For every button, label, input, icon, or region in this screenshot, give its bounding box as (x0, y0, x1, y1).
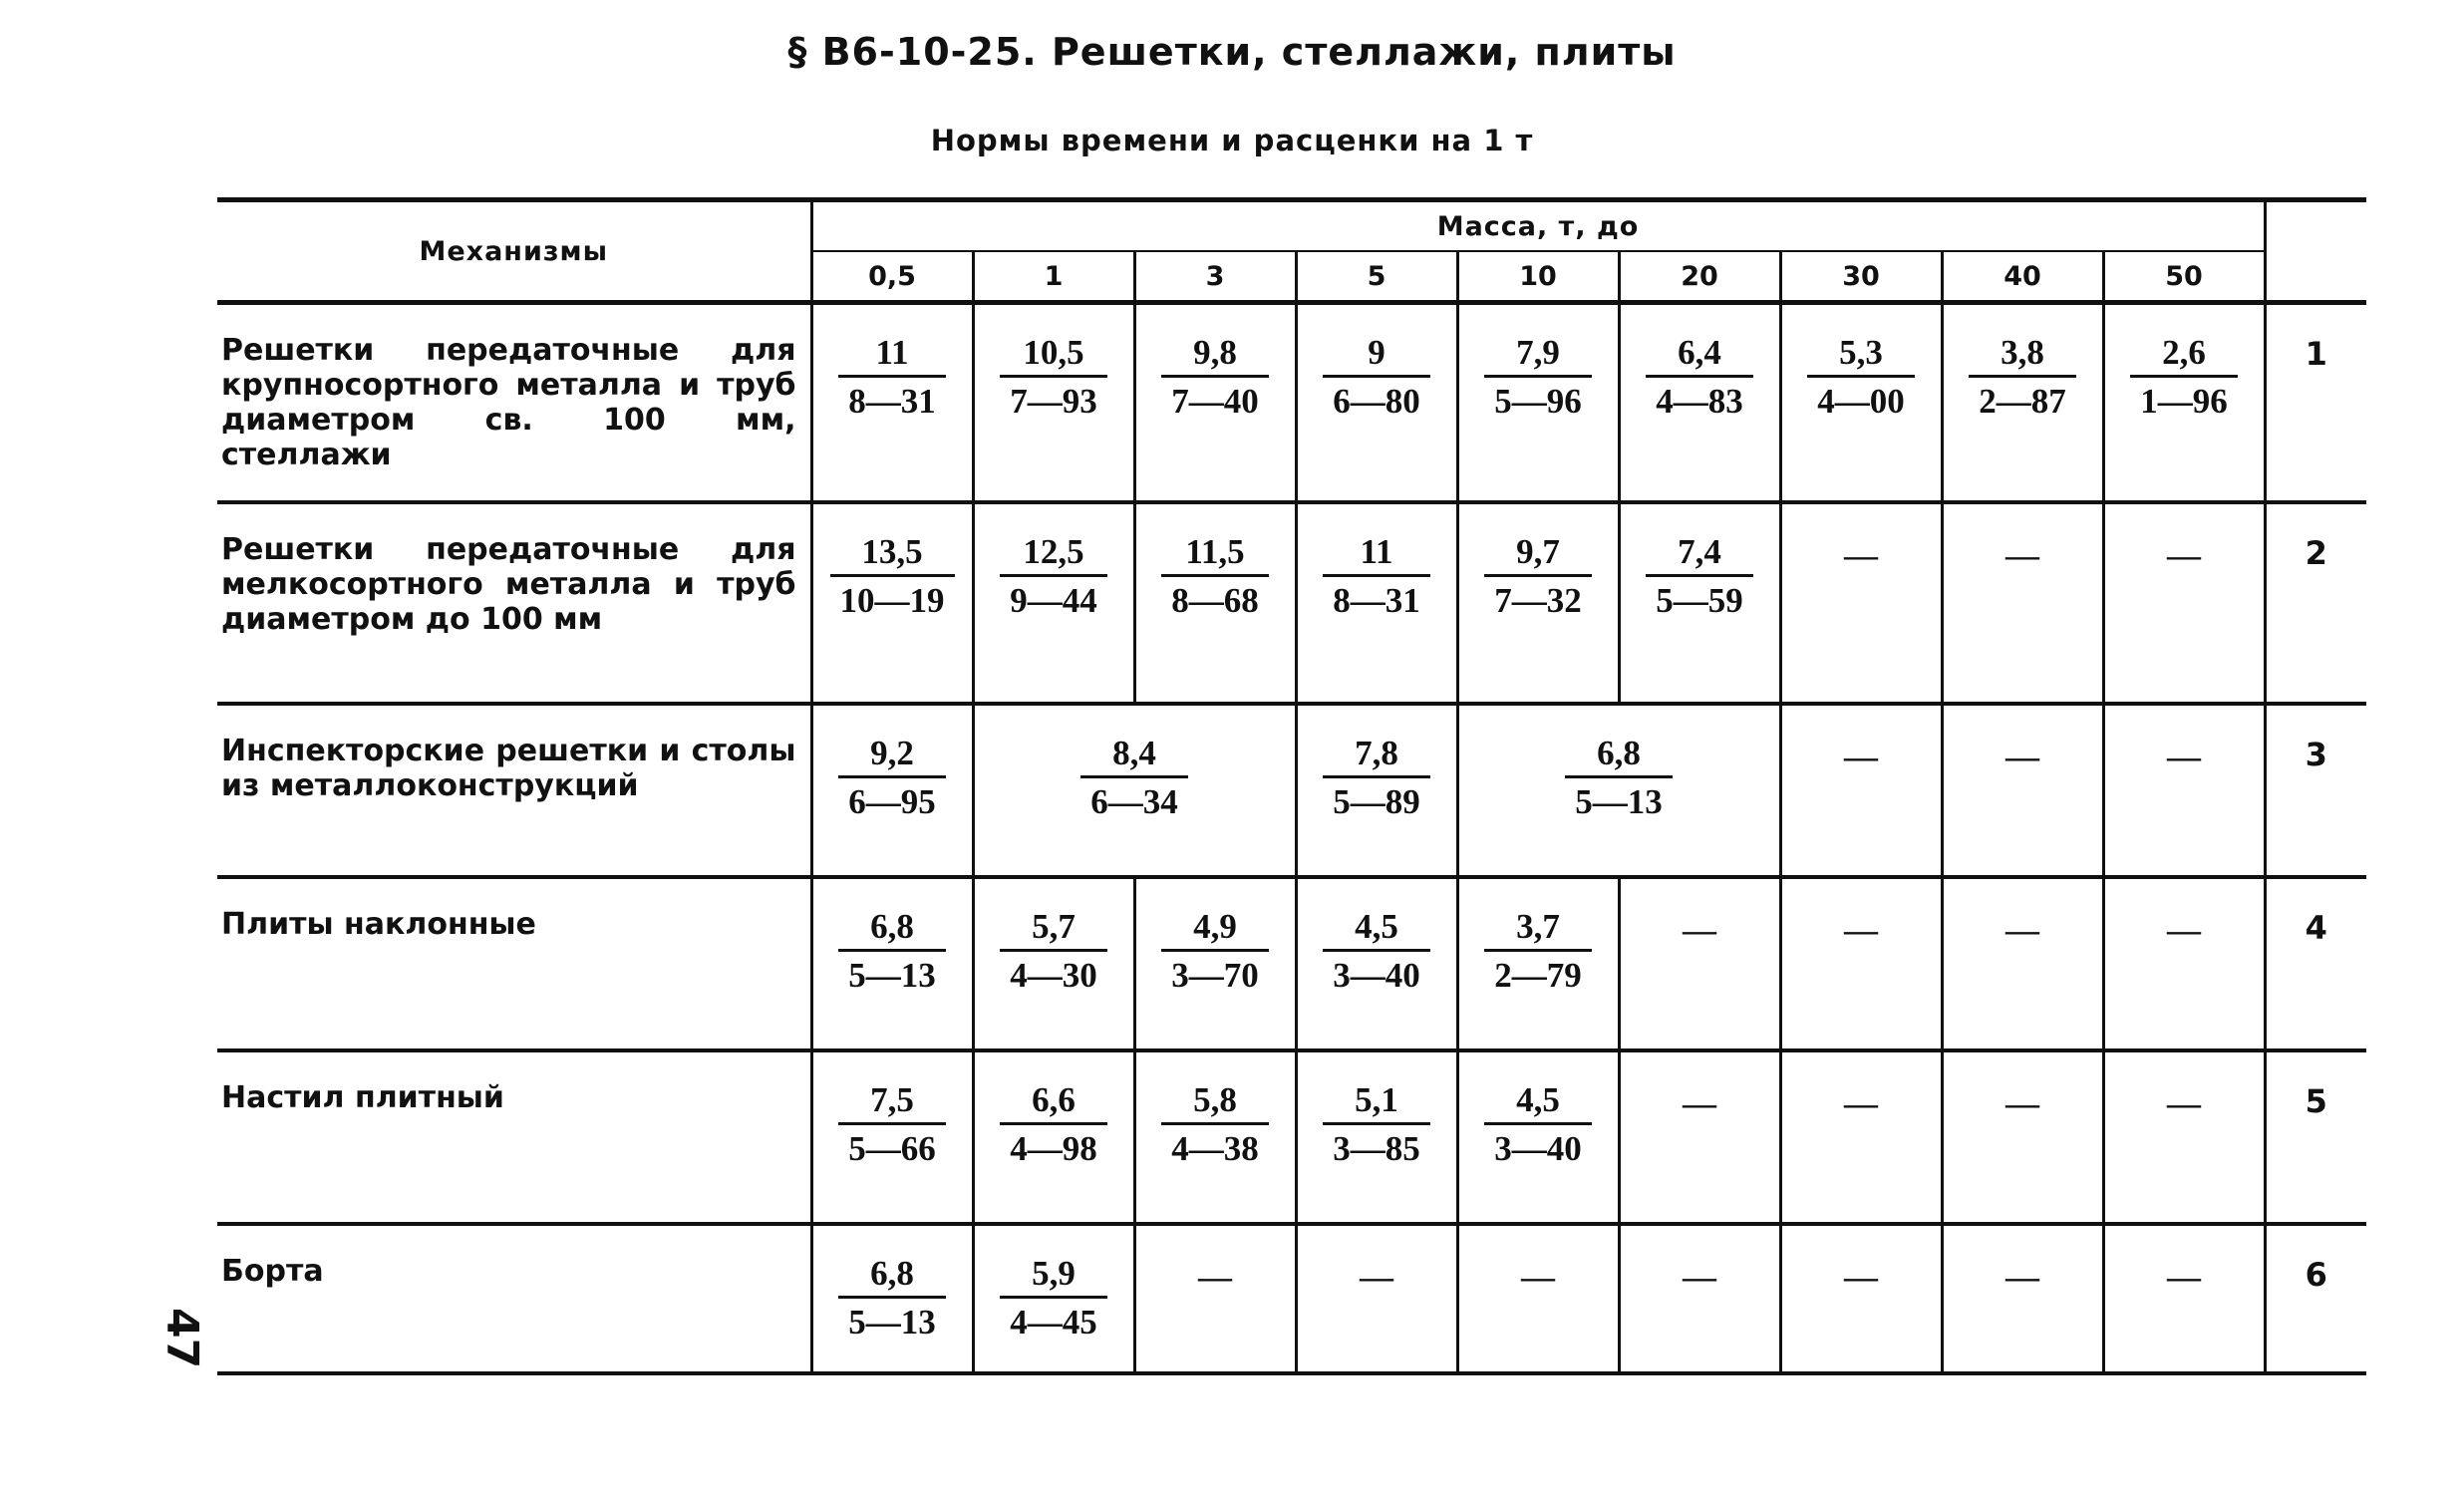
norm-rate (1484, 1080, 1592, 1169)
norm-rate (1000, 1254, 1107, 1343)
price-rate: 4—45 (1010, 1303, 1097, 1342)
value-cell (811, 1050, 973, 1224)
norm-rate (1565, 734, 1673, 822)
empty-value-cell (1296, 1224, 1457, 1373)
norm-rate (838, 907, 946, 996)
price-rate: 5—13 (848, 956, 936, 995)
time-norm: 4,9 (1161, 907, 1269, 952)
value-cell (1619, 303, 1780, 503)
table-row (217, 1050, 2366, 1224)
value-cell (973, 877, 1134, 1050)
value-cell-merged (1457, 704, 1780, 877)
time-norm: 12,5 (1000, 532, 1107, 577)
row-name: Решетки передаточные для крупносортного металла и труб диаметром св. 100 мм, стеллажи (217, 303, 811, 503)
dash-mark: — (2167, 1259, 2202, 1296)
time-norm: 6,4 (1646, 333, 1753, 378)
price-rate: 1—96 (2140, 382, 2228, 421)
time-norm: 13,5 (830, 532, 955, 577)
time-norm: 6,8 (838, 1254, 946, 1299)
empty-value-cell (1942, 1050, 2103, 1224)
price-rate: 4—98 (1010, 1129, 1097, 1168)
dash-mark: — (1844, 1085, 1878, 1122)
empty-value-cell (2103, 502, 2265, 704)
dash-mark: — (1844, 537, 1878, 574)
empty-value-cell (1780, 704, 1942, 877)
header-mass-50: 50 (2103, 251, 2265, 303)
price-rate: 7—93 (1010, 382, 1097, 421)
dash-mark: — (1683, 1085, 1716, 1122)
empty-value-cell (1134, 1224, 1296, 1373)
price-rate: 4—83 (1656, 382, 1743, 421)
time-norm: 3,7 (1484, 907, 1592, 952)
time-norm: 7,8 (1323, 734, 1430, 778)
norm-rate (1807, 333, 1915, 422)
row-number: 2 (2265, 502, 2366, 704)
price-rate: 5—66 (848, 1129, 936, 1168)
value-cell (1296, 877, 1457, 1050)
time-norm: 5,8 (1161, 1080, 1269, 1125)
empty-value-cell (1780, 1224, 1942, 1373)
time-norm: 9,2 (838, 734, 946, 778)
dash-mark: — (2167, 1085, 2202, 1122)
norm-rate (1484, 907, 1592, 996)
price-rate: 8—68 (1171, 581, 1259, 620)
value-cell (1296, 704, 1457, 877)
row-name: Решетки передаточные для мелкосортного металла и труб диаметром до 100 мм (217, 502, 811, 704)
header-mass-30: 30 (1780, 251, 1942, 303)
row-name: Инспекторские решетки и столы из металлоконструкций (217, 704, 811, 877)
row-number: 1 (2265, 303, 2366, 503)
price-rate: 6—80 (1333, 382, 1420, 421)
row-name: Настил плитный (217, 1050, 811, 1224)
empty-value-cell (1780, 502, 1942, 704)
dash-mark: — (1844, 1259, 1878, 1296)
norm-rate (1161, 333, 1269, 422)
time-norm: 5,1 (1323, 1080, 1430, 1125)
value-cell (1457, 877, 1619, 1050)
dash-mark: — (1844, 912, 1878, 949)
value-cell (811, 502, 973, 704)
time-norm: 10,5 (1000, 333, 1107, 378)
price-rate: 6—95 (848, 782, 936, 821)
empty-value-cell (2103, 1224, 2265, 1373)
dash-mark: — (1683, 1259, 1716, 1296)
time-norm: 8,4 (1080, 734, 1188, 778)
empty-value-cell (1942, 1224, 2103, 1373)
norm-rate (1161, 907, 1269, 996)
value-cell (1457, 502, 1619, 704)
dash-mark: — (2005, 739, 2039, 775)
time-norm: 7,5 (838, 1080, 946, 1125)
norm-rate (838, 1254, 946, 1343)
norm-rate (1000, 907, 1107, 996)
header-mass-40: 40 (1942, 251, 2103, 303)
price-rate: 7—32 (1494, 581, 1582, 620)
dash-mark: — (1198, 1259, 1232, 1296)
norm-rate (1323, 734, 1430, 822)
price-rate: 2—87 (1979, 382, 2066, 421)
value-cell (811, 303, 973, 503)
price-rate: 10—19 (839, 581, 945, 620)
time-norm: 6,8 (1565, 734, 1673, 778)
norm-rate (1000, 333, 1107, 422)
time-norm: 2,6 (2130, 333, 2238, 378)
price-rate: 2—79 (1494, 956, 1582, 995)
norm-rate (1161, 1080, 1269, 1169)
table-row (217, 1224, 2366, 1373)
price-rate: 6—34 (1090, 782, 1178, 821)
time-norm: 3,8 (1969, 333, 2076, 378)
norm-rate (1000, 1080, 1107, 1169)
norm-rate (1323, 1080, 1430, 1169)
empty-value-cell (1619, 1224, 1780, 1373)
table-row (217, 303, 2366, 503)
row-name: Плиты наклонные (217, 877, 811, 1050)
norm-rate (1484, 333, 1592, 422)
dash-mark: — (2005, 912, 2039, 949)
page-number: 47 (156, 1308, 207, 1369)
section-title: § В6-10-25. Решетки, стеллажи, плиты (787, 30, 1677, 74)
value-cell (973, 502, 1134, 704)
norm-rate (838, 734, 946, 822)
value-cell (1942, 303, 2103, 503)
empty-value-cell (1619, 877, 1780, 1050)
dash-mark: — (1683, 912, 1716, 949)
price-rate: 3—40 (1333, 956, 1420, 995)
empty-value-cell (1942, 704, 2103, 877)
dash-mark: — (1360, 1259, 1393, 1296)
time-norm: 7,4 (1646, 532, 1753, 577)
header-mass: Масса, т, до (811, 200, 2265, 252)
norm-rate (1646, 333, 1753, 422)
time-norm: 9 (1323, 333, 1430, 378)
empty-value-cell (1942, 502, 2103, 704)
value-cell (811, 1224, 973, 1373)
header-mass-1: 1 (973, 251, 1134, 303)
price-rate: 4—00 (1817, 382, 1905, 421)
norm-rate (1323, 907, 1430, 996)
time-norm: 6,6 (1000, 1080, 1107, 1125)
time-norm: 9,7 (1484, 532, 1592, 577)
empty-value-cell (2103, 704, 2265, 877)
empty-value-cell (1780, 877, 1942, 1050)
dash-mark: — (2167, 537, 2202, 574)
empty-value-cell (1457, 1224, 1619, 1373)
empty-value-cell (2103, 1050, 2265, 1224)
value-cell (1134, 303, 1296, 503)
value-cell-merged (973, 704, 1296, 877)
price-rate: 5—96 (1494, 382, 1582, 421)
row-number: 3 (2265, 704, 2366, 877)
table-header-row (217, 200, 2366, 252)
dash-mark: — (2167, 739, 2202, 775)
value-cell (811, 704, 973, 877)
norm-rate (1161, 532, 1269, 621)
table-caption: Нормы времени и расценки на 1 т (930, 124, 1534, 157)
value-cell (2103, 303, 2265, 503)
dash-mark: — (2005, 1085, 2039, 1122)
value-cell (1296, 1050, 1457, 1224)
price-rate: 3—85 (1333, 1129, 1420, 1168)
row-number: 4 (2265, 877, 2366, 1050)
header-mass-10: 10 (1457, 251, 1619, 303)
price-rate: 4—30 (1010, 956, 1097, 995)
price-rate: 8—31 (1333, 581, 1420, 620)
norm-rate (830, 532, 955, 621)
time-norm: 5,3 (1807, 333, 1915, 378)
price-rate: 4—38 (1171, 1129, 1259, 1168)
header-mechanisms: Механизмы (217, 200, 811, 303)
value-cell (973, 1224, 1134, 1373)
row-number: 5 (2265, 1050, 2366, 1224)
table-row (217, 877, 2366, 1050)
value-cell (973, 303, 1134, 503)
value-cell (1134, 877, 1296, 1050)
header-mass-5: 5 (1296, 251, 1457, 303)
norm-rate (1080, 734, 1188, 822)
price-rate: 3—70 (1171, 956, 1259, 995)
value-cell (1457, 303, 1619, 503)
header-mass-20: 20 (1619, 251, 1780, 303)
value-cell (1134, 502, 1296, 704)
value-cell (973, 1050, 1134, 1224)
table-row (217, 704, 2366, 877)
norms-table (217, 197, 2366, 1375)
table-row (217, 502, 2366, 704)
time-norm: 5,9 (1000, 1254, 1107, 1299)
norm-rate (1646, 532, 1753, 621)
header-number-column (2265, 200, 2366, 303)
empty-value-cell (1619, 1050, 1780, 1224)
time-norm: 4,5 (1484, 1080, 1592, 1125)
time-norm: 6,8 (838, 907, 946, 952)
header-mass-3: 3 (1134, 251, 1296, 303)
row-name: Борта (217, 1224, 811, 1373)
norm-rate (838, 333, 946, 422)
price-rate: 5—89 (1333, 782, 1420, 821)
time-norm: 11 (1323, 532, 1430, 577)
dash-mark: — (2167, 912, 2202, 949)
time-norm: 11 (838, 333, 946, 378)
price-rate: 9—44 (1010, 581, 1097, 620)
value-cell (1457, 1050, 1619, 1224)
price-rate: 5—59 (1656, 581, 1743, 620)
norm-rate (1323, 333, 1430, 422)
time-norm: 4,5 (1323, 907, 1430, 952)
value-cell (811, 877, 973, 1050)
norm-rate (838, 1080, 946, 1169)
dash-mark: — (2005, 1259, 2039, 1296)
dash-mark: — (1844, 739, 1878, 775)
price-rate: 7—40 (1171, 382, 1259, 421)
value-cell (1296, 502, 1457, 704)
value-cell (1134, 1050, 1296, 1224)
empty-value-cell (2103, 877, 2265, 1050)
price-rate: 5—13 (848, 1303, 936, 1342)
value-cell (1296, 303, 1457, 503)
norm-rate (1969, 333, 2076, 422)
norm-rate (1323, 532, 1430, 621)
time-norm: 9,8 (1161, 333, 1269, 378)
header-mass-0-5: 0,5 (811, 251, 973, 303)
norm-rate (1484, 532, 1592, 621)
time-norm: 11,5 (1161, 532, 1269, 577)
norm-rate (1000, 532, 1107, 621)
empty-value-cell (1942, 877, 2103, 1050)
empty-value-cell (1780, 1050, 1942, 1224)
dash-mark: — (1521, 1259, 1555, 1296)
value-cell (1619, 502, 1780, 704)
price-rate: 5—13 (1575, 782, 1663, 821)
value-cell (1780, 303, 1942, 503)
dash-mark: — (2005, 537, 2039, 574)
norm-rate (2130, 333, 2238, 422)
row-number: 6 (2265, 1224, 2366, 1373)
time-norm: 5,7 (1000, 907, 1107, 952)
time-norm: 7,9 (1484, 333, 1592, 378)
price-rate: 3—40 (1494, 1129, 1582, 1168)
price-rate: 8—31 (848, 382, 936, 421)
